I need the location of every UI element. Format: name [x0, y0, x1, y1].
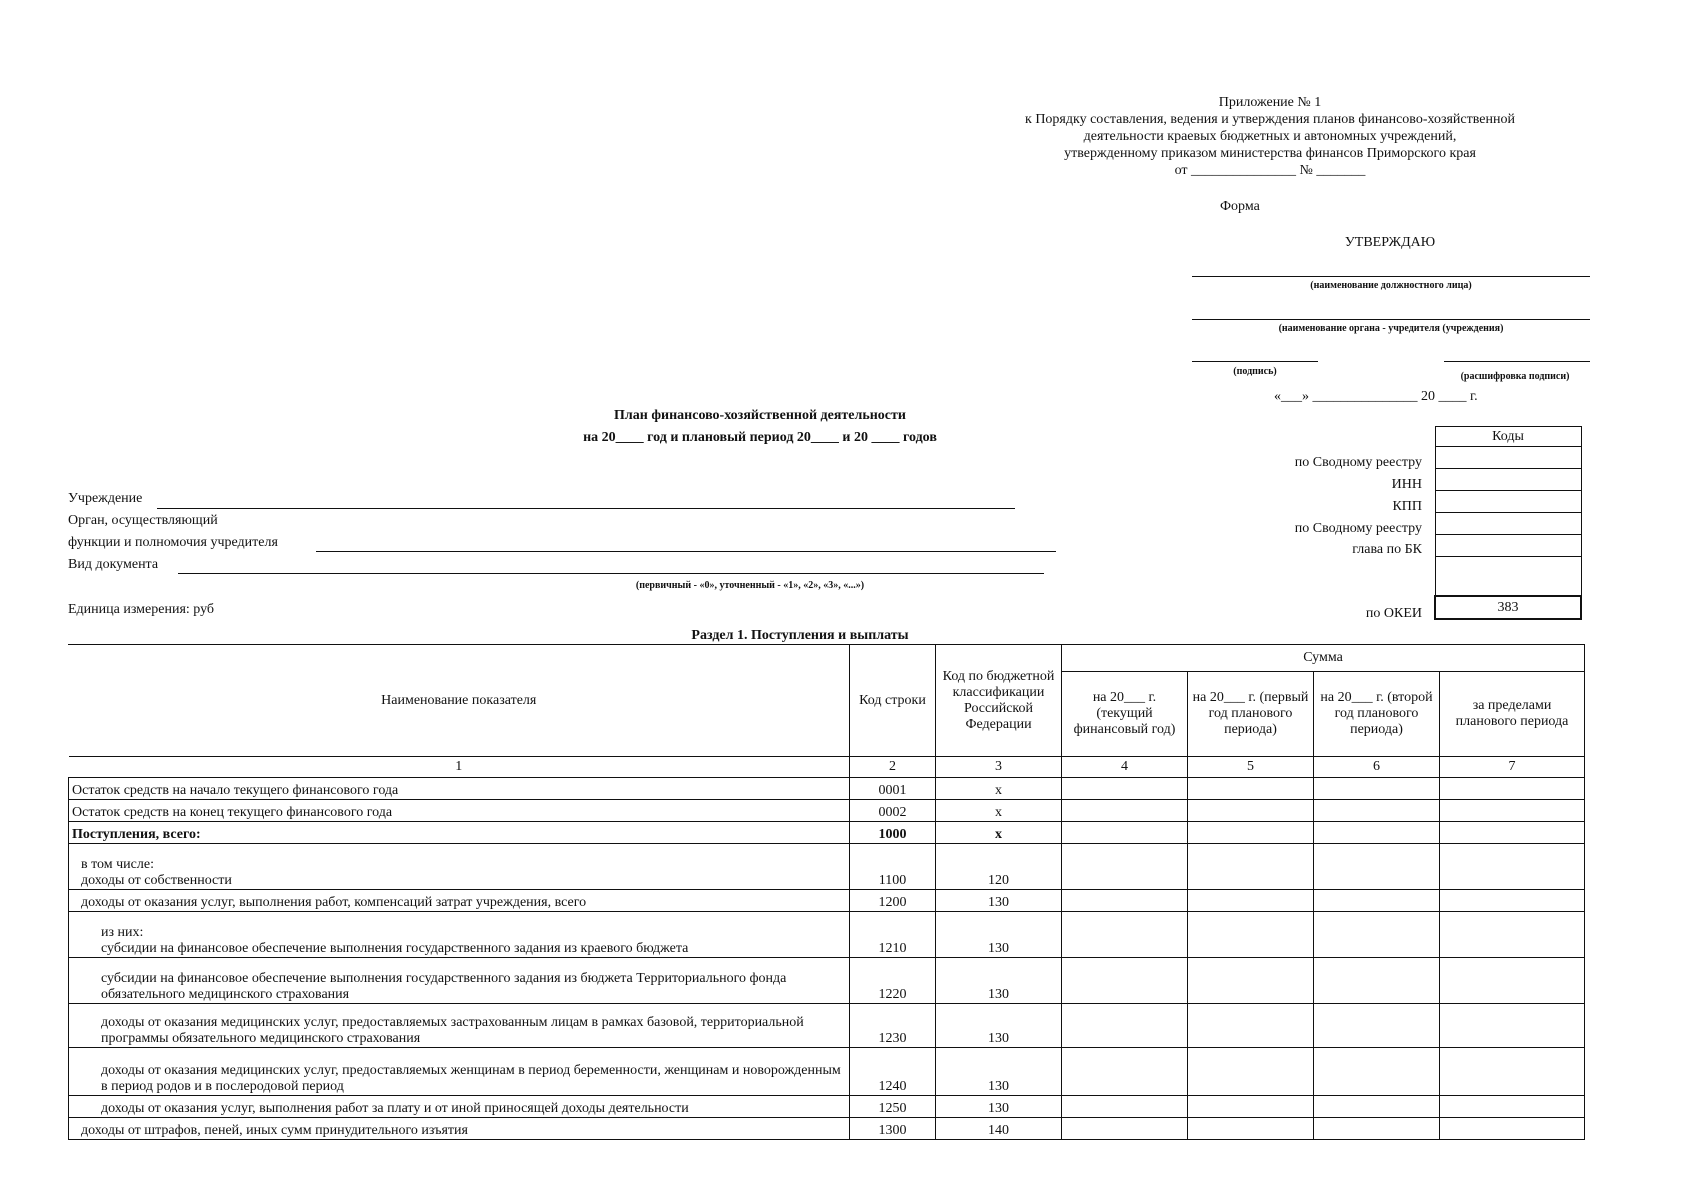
plan-subtitle: на 20____ год и плановый период 20____ и 20 ____ годов [583, 430, 937, 445]
row-bk: 120 [936, 844, 1062, 890]
row-code: 1100 [850, 844, 936, 890]
row-code: 1250 [850, 1096, 936, 1118]
row-code: 0001 [850, 778, 936, 800]
institution-label: Учреждение [68, 491, 143, 506]
row-bk: 130 [936, 1004, 1062, 1048]
institution-line [157, 508, 1015, 509]
row-bk: x [936, 778, 1062, 800]
header-name: Наименование показателя [69, 645, 850, 757]
row-pre: из них: [101, 925, 144, 940]
row-pre: в том числе: [81, 857, 154, 872]
row-code: 1300 [850, 1118, 936, 1140]
row-code: 1230 [850, 1004, 936, 1048]
appendix-line: к Порядку составления, ведения и утверждения планов финансово-хозяйственной [1025, 112, 1515, 127]
row-code: 0002 [850, 800, 936, 822]
index-cell: 3 [936, 757, 1062, 778]
row-code: 1240 [850, 1048, 936, 1096]
index-cell: 5 [1188, 757, 1314, 778]
row-code: 1220 [850, 958, 936, 1004]
index-cell: 2 [850, 757, 936, 778]
table-row [69, 958, 1585, 1004]
row-code: 1200 [850, 890, 936, 912]
code-cell-inn [1435, 469, 1581, 491]
organ-label-1: Орган, осуществляющий [68, 513, 218, 528]
table-row [69, 1004, 1585, 1048]
table-row [69, 912, 1585, 958]
row-name-cell [69, 844, 850, 890]
header-budget-code: Код по бюджетной классификации Российской Федерации [936, 645, 1062, 757]
row-bk: 130 [936, 1096, 1062, 1118]
row-name: доходы от оказания услуг, выполнения работ за плату и от иной приносящей доходы деятельности [69, 1096, 850, 1118]
official-line [1192, 276, 1590, 277]
code-label-inn: ИНН [1391, 477, 1422, 492]
row-name: субсидии на финансовое обеспечение выполнения государственного задания из краевого бюджета [101, 941, 689, 956]
signature-line [1192, 361, 1318, 362]
code-cell-okei: 383 [1435, 596, 1581, 619]
unit-label: Единица измерения: руб [68, 602, 215, 617]
appendix-line: Приложение № 1 [1218, 95, 1322, 110]
code-cell-registry [1435, 447, 1581, 469]
code-label-kpp: КПП [1392, 499, 1422, 514]
code-cell-kpp [1435, 491, 1581, 513]
row-name: Остаток средств на конец текущего финансового года [69, 800, 850, 822]
header-col5: на 20___ г. (первый год планового периода) [1188, 672, 1314, 757]
code-cell-registry-2 [1435, 513, 1581, 535]
codes-header: Коды [1435, 427, 1581, 447]
income-payments-table [68, 644, 1585, 1140]
organ-line [1192, 319, 1590, 320]
doc-type-line [178, 573, 1044, 574]
decoding-caption: (расшифровка подписи) [1460, 371, 1570, 382]
plan-title: План финансово-хозяйственной деятельности [614, 408, 906, 423]
header-sum: Сумма [1062, 645, 1585, 672]
code-label-registry-2: по Сводному реестру [1294, 521, 1422, 536]
row-bk: 130 [936, 890, 1062, 912]
organ-label-2: функции и полномочия учредителя [68, 535, 278, 550]
table-row [69, 1118, 1585, 1140]
organ-caption: (наименование органа - учредителя (учреждения) [1278, 323, 1504, 334]
table-row [69, 1048, 1585, 1096]
header-col7: за пределами планового периода [1440, 672, 1585, 757]
index-cell: 7 [1440, 757, 1585, 778]
code-cell-extra [1435, 557, 1581, 597]
section-title: Раздел 1. Поступления и выплаты [691, 628, 909, 643]
index-cell: 4 [1062, 757, 1188, 778]
code-label-bk: глава по БК [1352, 542, 1422, 557]
table-row [69, 822, 1585, 844]
approve-title: УТВЕРЖДАЮ [1344, 235, 1436, 250]
row-name: доходы от собственности [81, 873, 232, 888]
index-cell: 6 [1314, 757, 1440, 778]
official-caption: (наименование должностного лица) [1310, 280, 1472, 291]
header-col4: на 20___ г. (текущий финансовый год) [1062, 672, 1188, 757]
code-label-registry: по Сводному реестру [1294, 455, 1422, 470]
row-bk: x [936, 800, 1062, 822]
row-bk: 130 [936, 1048, 1062, 1096]
table-row [69, 1096, 1585, 1118]
row-bk: 130 [936, 912, 1062, 958]
header-code-line: Код строки [850, 645, 936, 757]
code-cell-bk [1435, 535, 1581, 557]
row-name: доходы от оказания услуг, выполнения работ, компенсаций затрат учреждения, всего [69, 890, 850, 912]
signature-caption: (подпись) [1233, 366, 1277, 377]
row-code: 1210 [850, 912, 936, 958]
table-row [69, 778, 1585, 800]
form-label: Форма [1220, 199, 1260, 214]
table-row [69, 844, 1585, 890]
appendix-date-line: от _______________ № _______ [1174, 163, 1366, 178]
doc-type-label: Вид документа [68, 557, 159, 572]
row-bk: x [936, 822, 1062, 844]
row-name-cell [69, 912, 850, 958]
table-row [69, 800, 1585, 822]
row-name: доходы от оказания медицинских услуг, предоставляемых женщинам в период беременности, женщинам и новорожденным в период родов и в послеродовой период [69, 1048, 850, 1096]
codes-table [1434, 426, 1582, 620]
row-name: субсидии на финансовое обеспечение выполнения государственного задания из бюджета Территориального фонда обязательного медицинского страхования [69, 958, 850, 1004]
appendix-line: деятельности краевых бюджетных и автономных учреждений, [1083, 129, 1457, 144]
row-bk: 130 [936, 958, 1062, 1004]
row-name: Остаток средств на начало текущего финансового года [69, 778, 850, 800]
row-name: доходы от штрафов, пеней, иных сумм принудительного изъятия [69, 1118, 850, 1140]
row-name: Поступления, всего: [69, 822, 850, 844]
doc-type-caption: (первичный - «0», уточненный - «1», «2», «3», «...») [635, 580, 865, 591]
table-row [69, 890, 1585, 912]
decoding-line [1444, 361, 1590, 362]
row-code: 1000 [850, 822, 936, 844]
appendix-header [960, 94, 1580, 179]
appendix-line: утвержденному приказом министерства финансов Приморского края [1064, 146, 1476, 161]
row-bk: 140 [936, 1118, 1062, 1140]
organ-line-field [316, 551, 1056, 552]
approve-date: «___» _______________ 20 ____ г. [1274, 389, 1478, 404]
header-col6: на 20___ г. (второй год планового периода) [1314, 672, 1440, 757]
index-cell: 1 [69, 757, 850, 778]
code-label-okei: по ОКЕИ [1365, 606, 1422, 621]
row-name: доходы от оказания медицинских услуг, предоставляемых застрахованным лицам в рамках базовой, территориальной программы обязательного медицинского страхования [69, 1004, 850, 1048]
